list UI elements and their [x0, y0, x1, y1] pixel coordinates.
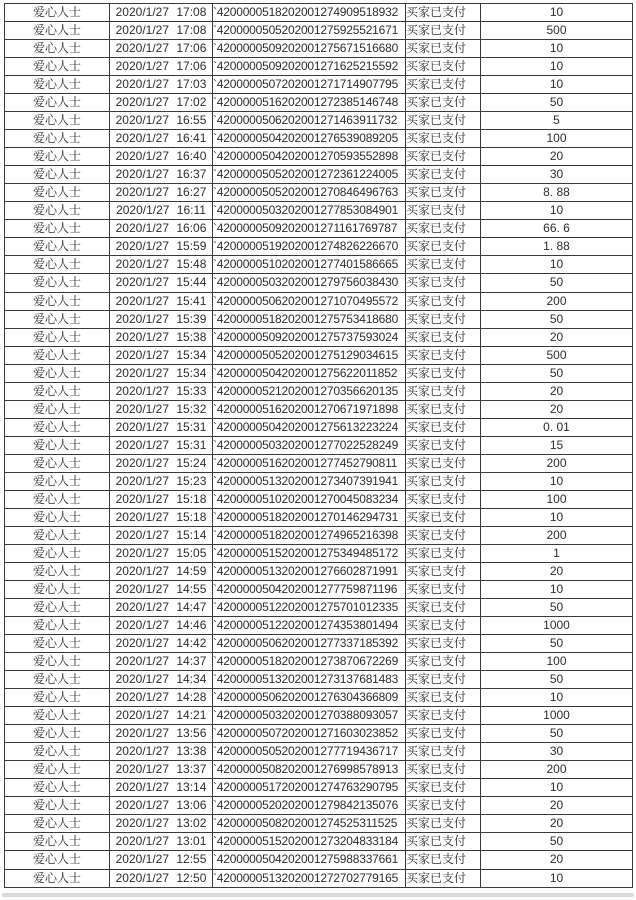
transaction-id-cell: `4200000509202001275671516680 [213, 40, 406, 58]
table-row [5, 148, 633, 166]
amount-cell: 10 [481, 40, 633, 58]
datetime-cell: 2020/1/27 16:55 [110, 112, 213, 130]
status-cell: 买家已支付 [406, 490, 481, 508]
datetime-cell: 2020/1/27 17:03 [110, 76, 213, 94]
amount-cell: 50 [481, 599, 633, 617]
amount-cell: 5 [481, 112, 633, 130]
datetime-cell: 2020/1/27 15:48 [110, 256, 213, 274]
amount-cell: 10 [481, 508, 633, 526]
amount-cell: 10 [481, 779, 633, 797]
table-row [5, 490, 633, 508]
donation-table-wrap [4, 3, 633, 888]
datetime-cell: 2020/1/27 13:56 [110, 725, 213, 743]
table-row [5, 166, 633, 184]
status-cell: 买家已支付 [406, 833, 481, 851]
status-cell: 买家已支付 [406, 454, 481, 472]
datetime-cell: 2020/1/27 15:34 [110, 346, 213, 364]
status-cell: 买家已支付 [406, 58, 481, 76]
transaction-id-cell: `4200000518202001270146294731 [213, 508, 406, 526]
datetime-cell: 2020/1/27 15:23 [110, 472, 213, 490]
datetime-cell: 2020/1/27 15:39 [110, 310, 213, 328]
table-row [5, 544, 633, 562]
donor-cell: 爱心人士 [5, 833, 110, 851]
table-row [5, 562, 633, 580]
amount-cell: 500 [481, 346, 633, 364]
datetime-cell: 2020/1/27 13:06 [110, 797, 213, 815]
donor-cell: 爱心人士 [5, 761, 110, 779]
donor-cell: 爱心人士 [5, 328, 110, 346]
status-cell: 买家已支付 [406, 671, 481, 689]
amount-cell: 1. 88 [481, 238, 633, 256]
transaction-id-cell: `4200000513202001273407391941 [213, 472, 406, 490]
status-cell: 买家已支付 [406, 436, 481, 454]
status-cell: 买家已支付 [406, 382, 481, 400]
datetime-cell: 2020/1/27 15:18 [110, 508, 213, 526]
status-cell: 买家已支付 [406, 274, 481, 292]
donor-cell: 爱心人士 [5, 635, 110, 653]
amount-cell: 10 [481, 581, 633, 599]
transaction-id-cell: `4200000504202001275622011852 [213, 364, 406, 382]
status-cell: 买家已支付 [406, 94, 481, 112]
donor-cell: 爱心人士 [5, 112, 110, 130]
amount-cell: 15 [481, 436, 633, 454]
amount-cell: 100 [481, 490, 633, 508]
status-cell: 买家已支付 [406, 851, 481, 869]
status-cell: 买家已支付 [406, 743, 481, 761]
datetime-cell: 2020/1/27 14:59 [110, 562, 213, 580]
status-cell: 买家已支付 [406, 689, 481, 707]
table-row [5, 635, 633, 653]
transaction-id-cell: `4200000505202001275129034615 [213, 346, 406, 364]
donor-cell: 爱心人士 [5, 689, 110, 707]
amount-cell: 0. 01 [481, 418, 633, 436]
datetime-cell: 2020/1/27 13:14 [110, 779, 213, 797]
datetime-cell: 2020/1/27 15:41 [110, 292, 213, 310]
status-cell: 买家已支付 [406, 22, 481, 40]
amount-cell: 20 [481, 382, 633, 400]
amount-cell: 50 [481, 725, 633, 743]
transaction-id-cell: `4200000506202001271463911732 [213, 112, 406, 130]
table-row [5, 761, 633, 779]
donor-cell: 爱心人士 [5, 310, 110, 328]
transaction-id-cell: `4200000504202001275988337661 [213, 851, 406, 869]
table-row [5, 328, 633, 346]
donor-cell: 爱心人士 [5, 617, 110, 635]
transaction-id-cell: `4200000512202001275701012335 [213, 599, 406, 617]
status-cell: 买家已支付 [406, 581, 481, 599]
table-row [5, 418, 633, 436]
status-cell: 买家已支付 [406, 472, 481, 490]
donor-cell: 爱心人士 [5, 148, 110, 166]
status-cell: 买家已支付 [406, 40, 481, 58]
donor-cell: 爱心人士 [5, 725, 110, 743]
donor-cell: 爱心人士 [5, 130, 110, 148]
table-row [5, 310, 633, 328]
table-row [5, 112, 633, 130]
donor-cell: 爱心人士 [5, 58, 110, 76]
amount-cell: 20 [481, 328, 633, 346]
table-row [5, 869, 633, 888]
status-cell: 买家已支付 [406, 112, 481, 130]
datetime-cell: 2020/1/27 14:46 [110, 617, 213, 635]
datetime-cell: 2020/1/27 15:18 [110, 490, 213, 508]
transaction-id-cell: `4200000505202001272361224005 [213, 166, 406, 184]
amount-cell: 20 [481, 148, 633, 166]
table-row [5, 815, 633, 833]
donor-cell: 爱心人士 [5, 346, 110, 364]
donor-cell: 爱心人士 [5, 22, 110, 40]
transaction-id-cell: `4200000517202001274763290795 [213, 779, 406, 797]
status-cell: 买家已支付 [406, 653, 481, 671]
status-cell: 买家已支付 [406, 869, 481, 888]
amount-cell: 50 [481, 310, 633, 328]
donor-cell: 爱心人士 [5, 797, 110, 815]
table-row [5, 130, 633, 148]
datetime-cell: 2020/1/27 16:37 [110, 166, 213, 184]
transaction-id-cell: `4200000518202001274965216398 [213, 526, 406, 544]
donor-cell: 爱心人士 [5, 76, 110, 94]
amount-cell: 20 [481, 562, 633, 580]
datetime-cell: 2020/1/27 17:08 [110, 4, 213, 22]
transaction-id-cell: `4200000513202001272702779165 [213, 869, 406, 888]
amount-cell: 50 [481, 635, 633, 653]
donor-cell: 爱心人士 [5, 599, 110, 617]
transaction-id-cell: `4200000518202001273870672269 [213, 653, 406, 671]
table-row [5, 94, 633, 112]
amount-cell: 50 [481, 671, 633, 689]
bottom-edge-shadow [2, 893, 634, 897]
transaction-id-cell: `4200000508202001276998578913 [213, 761, 406, 779]
donor-cell: 爱心人士 [5, 292, 110, 310]
table-row [5, 274, 633, 292]
amount-cell: 10 [481, 869, 633, 888]
transaction-id-cell: `4200000506202001276304366809 [213, 689, 406, 707]
table-row [5, 725, 633, 743]
table-row [5, 779, 633, 797]
datetime-cell: 2020/1/27 16:11 [110, 202, 213, 220]
table-row [5, 292, 633, 310]
table-row [5, 671, 633, 689]
donor-cell: 爱心人士 [5, 779, 110, 797]
status-cell: 买家已支付 [406, 238, 481, 256]
transaction-id-cell: `4200000504202001270593552898 [213, 148, 406, 166]
amount-cell: 10 [481, 202, 633, 220]
donor-cell: 爱心人士 [5, 815, 110, 833]
transaction-id-cell: `4200000518202001275753418680 [213, 310, 406, 328]
datetime-cell: 2020/1/27 17:08 [110, 22, 213, 40]
datetime-cell: 2020/1/27 15:44 [110, 274, 213, 292]
datetime-cell: 2020/1/27 15:32 [110, 400, 213, 418]
amount-cell: 30 [481, 743, 633, 761]
amount-cell: 50 [481, 364, 633, 382]
donor-cell: 爱心人士 [5, 436, 110, 454]
datetime-cell: 2020/1/27 13:38 [110, 743, 213, 761]
amount-cell: 50 [481, 833, 633, 851]
datetime-cell: 2020/1/27 15:24 [110, 454, 213, 472]
donor-cell: 爱心人士 [5, 869, 110, 888]
donor-cell: 爱心人士 [5, 653, 110, 671]
table-row [5, 689, 633, 707]
donor-cell: 爱心人士 [5, 544, 110, 562]
amount-cell: 10 [481, 4, 633, 22]
donor-cell: 爱心人士 [5, 562, 110, 580]
table-row [5, 797, 633, 815]
datetime-cell: 2020/1/27 16:41 [110, 130, 213, 148]
datetime-cell: 2020/1/27 14:55 [110, 581, 213, 599]
amount-cell: 1 [481, 544, 633, 562]
amount-cell: 100 [481, 130, 633, 148]
datetime-cell: 2020/1/27 16:40 [110, 148, 213, 166]
transaction-id-cell: `4200000507202001271714907795 [213, 76, 406, 94]
donor-cell: 爱心人士 [5, 220, 110, 238]
amount-cell: 8. 88 [481, 184, 633, 202]
transaction-id-cell: `4200000509202001271161769787 [213, 220, 406, 238]
transaction-id-cell: `4200000512202001274353801494 [213, 617, 406, 635]
datetime-cell: 2020/1/27 16:06 [110, 220, 213, 238]
transaction-id-cell: `4200000515202001273204833184 [213, 833, 406, 851]
amount-cell: 10 [481, 472, 633, 490]
datetime-cell: 2020/1/27 13:02 [110, 815, 213, 833]
datetime-cell: 2020/1/27 15:38 [110, 328, 213, 346]
status-cell: 买家已支付 [406, 130, 481, 148]
status-cell: 买家已支付 [406, 310, 481, 328]
datetime-cell: 2020/1/27 14:21 [110, 707, 213, 725]
donor-cell: 爱心人士 [5, 256, 110, 274]
donor-cell: 爱心人士 [5, 454, 110, 472]
table-row [5, 472, 633, 490]
status-cell: 买家已支付 [406, 4, 481, 22]
donor-cell: 爱心人士 [5, 4, 110, 22]
datetime-cell: 2020/1/27 15:31 [110, 418, 213, 436]
table-row [5, 184, 633, 202]
donor-cell: 爱心人士 [5, 184, 110, 202]
datetime-cell: 2020/1/27 15:31 [110, 436, 213, 454]
datetime-cell: 2020/1/27 14:34 [110, 671, 213, 689]
table-row [5, 364, 633, 382]
table-row [5, 40, 633, 58]
transaction-id-cell: `4200000506202001271070495572 [213, 292, 406, 310]
table-row [5, 599, 633, 617]
table-row [5, 454, 633, 472]
table-row [5, 4, 633, 22]
table-row [5, 436, 633, 454]
donation-table [4, 3, 633, 888]
datetime-cell: 2020/1/27 14:42 [110, 635, 213, 653]
transaction-id-cell: `4200000518202001274909518932 [213, 4, 406, 22]
datetime-cell: 2020/1/27 12:50 [110, 869, 213, 888]
status-cell: 买家已支付 [406, 328, 481, 346]
donor-cell: 爱心人士 [5, 166, 110, 184]
table-row [5, 238, 633, 256]
transaction-id-cell: `4200000504202001277759871196 [213, 581, 406, 599]
datetime-cell: 2020/1/27 15:33 [110, 382, 213, 400]
amount-cell: 20 [481, 815, 633, 833]
transaction-id-cell: `4200000505202001270846496763 [213, 184, 406, 202]
amount-cell: 1000 [481, 617, 633, 635]
amount-cell: 200 [481, 526, 633, 544]
status-cell: 买家已支付 [406, 635, 481, 653]
donor-cell: 爱心人士 [5, 490, 110, 508]
table-row [5, 400, 633, 418]
datetime-cell: 2020/1/27 13:37 [110, 761, 213, 779]
transaction-id-cell: `4200000504202001275613223224 [213, 418, 406, 436]
amount-cell: 10 [481, 58, 633, 76]
status-cell: 买家已支付 [406, 148, 481, 166]
status-cell: 买家已支付 [406, 544, 481, 562]
transaction-id-cell: `4200000504202001276539089205 [213, 130, 406, 148]
transaction-id-cell: `4200000520202001279842135076 [213, 797, 406, 815]
transaction-id-cell: `4200000519202001274826226670 [213, 238, 406, 256]
transaction-id-cell: `4200000506202001277337185392 [213, 635, 406, 653]
status-cell: 买家已支付 [406, 508, 481, 526]
donor-cell: 爱心人士 [5, 94, 110, 112]
datetime-cell: 2020/1/27 15:14 [110, 526, 213, 544]
transaction-id-cell: `4200000521202001270356620135 [213, 382, 406, 400]
status-cell: 买家已支付 [406, 418, 481, 436]
transaction-id-cell: `4200000509202001271625215592 [213, 58, 406, 76]
amount-cell: 10 [481, 76, 633, 94]
table-row [5, 833, 633, 851]
donor-cell: 爱心人士 [5, 526, 110, 544]
datetime-cell: 2020/1/27 15:59 [110, 238, 213, 256]
transaction-id-cell: `4200000510202001270045083234 [213, 490, 406, 508]
donor-cell: 爱心人士 [5, 274, 110, 292]
amount-cell: 20 [481, 851, 633, 869]
table-row [5, 707, 633, 725]
table-row [5, 256, 633, 274]
donor-cell: 爱心人士 [5, 743, 110, 761]
donor-cell: 爱心人士 [5, 671, 110, 689]
datetime-cell: 2020/1/27 13:01 [110, 833, 213, 851]
transaction-id-cell: `4200000508202001274525311525 [213, 815, 406, 833]
donor-cell: 爱心人士 [5, 40, 110, 58]
transaction-id-cell: `4200000503202001277022528249 [213, 436, 406, 454]
amount-cell: 20 [481, 400, 633, 418]
table-row [5, 617, 633, 635]
transaction-id-cell: `4200000516202001270671971898 [213, 400, 406, 418]
transaction-id-cell: `4200000513202001273137681483 [213, 671, 406, 689]
donor-cell: 爱心人士 [5, 707, 110, 725]
table-row [5, 76, 633, 94]
donor-cell: 爱心人士 [5, 508, 110, 526]
status-cell: 买家已支付 [406, 707, 481, 725]
transaction-id-cell: `4200000509202001275737593024 [213, 328, 406, 346]
donor-cell: 爱心人士 [5, 364, 110, 382]
transaction-id-cell: `4200000516202001277452790811 [213, 454, 406, 472]
transaction-id-cell: `4200000505202001277719436717 [213, 743, 406, 761]
transaction-id-cell: `4200000507202001271603023852 [213, 725, 406, 743]
status-cell: 买家已支付 [406, 797, 481, 815]
table-row [5, 202, 633, 220]
status-cell: 买家已支付 [406, 599, 481, 617]
status-cell: 买家已支付 [406, 220, 481, 238]
status-cell: 买家已支付 [406, 761, 481, 779]
status-cell: 买家已支付 [406, 346, 481, 364]
table-row [5, 526, 633, 544]
datetime-cell: 2020/1/27 17:06 [110, 40, 213, 58]
donor-cell: 爱心人士 [5, 382, 110, 400]
amount-cell: 20 [481, 797, 633, 815]
amount-cell: 66. 6 [481, 220, 633, 238]
status-cell: 买家已支付 [406, 526, 481, 544]
datetime-cell: 2020/1/27 17:02 [110, 94, 213, 112]
status-cell: 买家已支付 [406, 562, 481, 580]
transaction-id-cell: `4200000516202001272385146748 [213, 94, 406, 112]
table-row [5, 851, 633, 869]
status-cell: 买家已支付 [406, 617, 481, 635]
status-cell: 买家已支付 [406, 202, 481, 220]
table-row [5, 58, 633, 76]
transaction-id-cell: `4200000503202001270388093057 [213, 707, 406, 725]
transaction-id-cell: `4200000515202001275349485172 [213, 544, 406, 562]
table-row [5, 653, 633, 671]
datetime-cell: 2020/1/27 15:34 [110, 364, 213, 382]
datetime-cell: 2020/1/27 17:06 [110, 58, 213, 76]
donor-cell: 爱心人士 [5, 418, 110, 436]
table-row [5, 22, 633, 40]
transaction-id-cell: `4200000505202001275925521671 [213, 22, 406, 40]
donor-cell: 爱心人士 [5, 202, 110, 220]
table-row [5, 743, 633, 761]
donor-cell: 爱心人士 [5, 400, 110, 418]
status-cell: 买家已支付 [406, 725, 481, 743]
status-cell: 买家已支付 [406, 184, 481, 202]
datetime-cell: 2020/1/27 12:55 [110, 851, 213, 869]
amount-cell: 200 [481, 761, 633, 779]
datetime-cell: 2020/1/27 15:05 [110, 544, 213, 562]
amount-cell: 500 [481, 22, 633, 40]
amount-cell: 100 [481, 653, 633, 671]
transaction-id-cell: `4200000513202001276602871991 [213, 562, 406, 580]
status-cell: 买家已支付 [406, 815, 481, 833]
table-row [5, 220, 633, 238]
amount-cell: 1000 [481, 707, 633, 725]
datetime-cell: 2020/1/27 14:47 [110, 599, 213, 617]
status-cell: 买家已支付 [406, 166, 481, 184]
amount-cell: 200 [481, 454, 633, 472]
status-cell: 买家已支付 [406, 400, 481, 418]
status-cell: 买家已支付 [406, 256, 481, 274]
transaction-id-cell: `4200000503202001279756038430 [213, 274, 406, 292]
amount-cell: 200 [481, 292, 633, 310]
table-row [5, 581, 633, 599]
donor-cell: 爱心人士 [5, 238, 110, 256]
donor-cell: 爱心人士 [5, 472, 110, 490]
transaction-id-cell: `4200000503202001277853084901 [213, 202, 406, 220]
amount-cell: 50 [481, 94, 633, 112]
datetime-cell: 2020/1/27 14:28 [110, 689, 213, 707]
datetime-cell: 2020/1/27 14:37 [110, 653, 213, 671]
status-cell: 买家已支付 [406, 779, 481, 797]
table-row [5, 508, 633, 526]
amount-cell: 10 [481, 689, 633, 707]
donor-cell: 爱心人士 [5, 851, 110, 869]
status-cell: 买家已支付 [406, 292, 481, 310]
status-cell: 买家已支付 [406, 364, 481, 382]
table-row [5, 346, 633, 364]
datetime-cell: 2020/1/27 16:27 [110, 184, 213, 202]
donor-cell: 爱心人士 [5, 581, 110, 599]
amount-cell: 30 [481, 166, 633, 184]
amount-cell: 10 [481, 256, 633, 274]
amount-cell: 50 [481, 274, 633, 292]
transaction-id-cell: `4200000510202001277401586665 [213, 256, 406, 274]
status-cell: 买家已支付 [406, 76, 481, 94]
table-row [5, 382, 633, 400]
